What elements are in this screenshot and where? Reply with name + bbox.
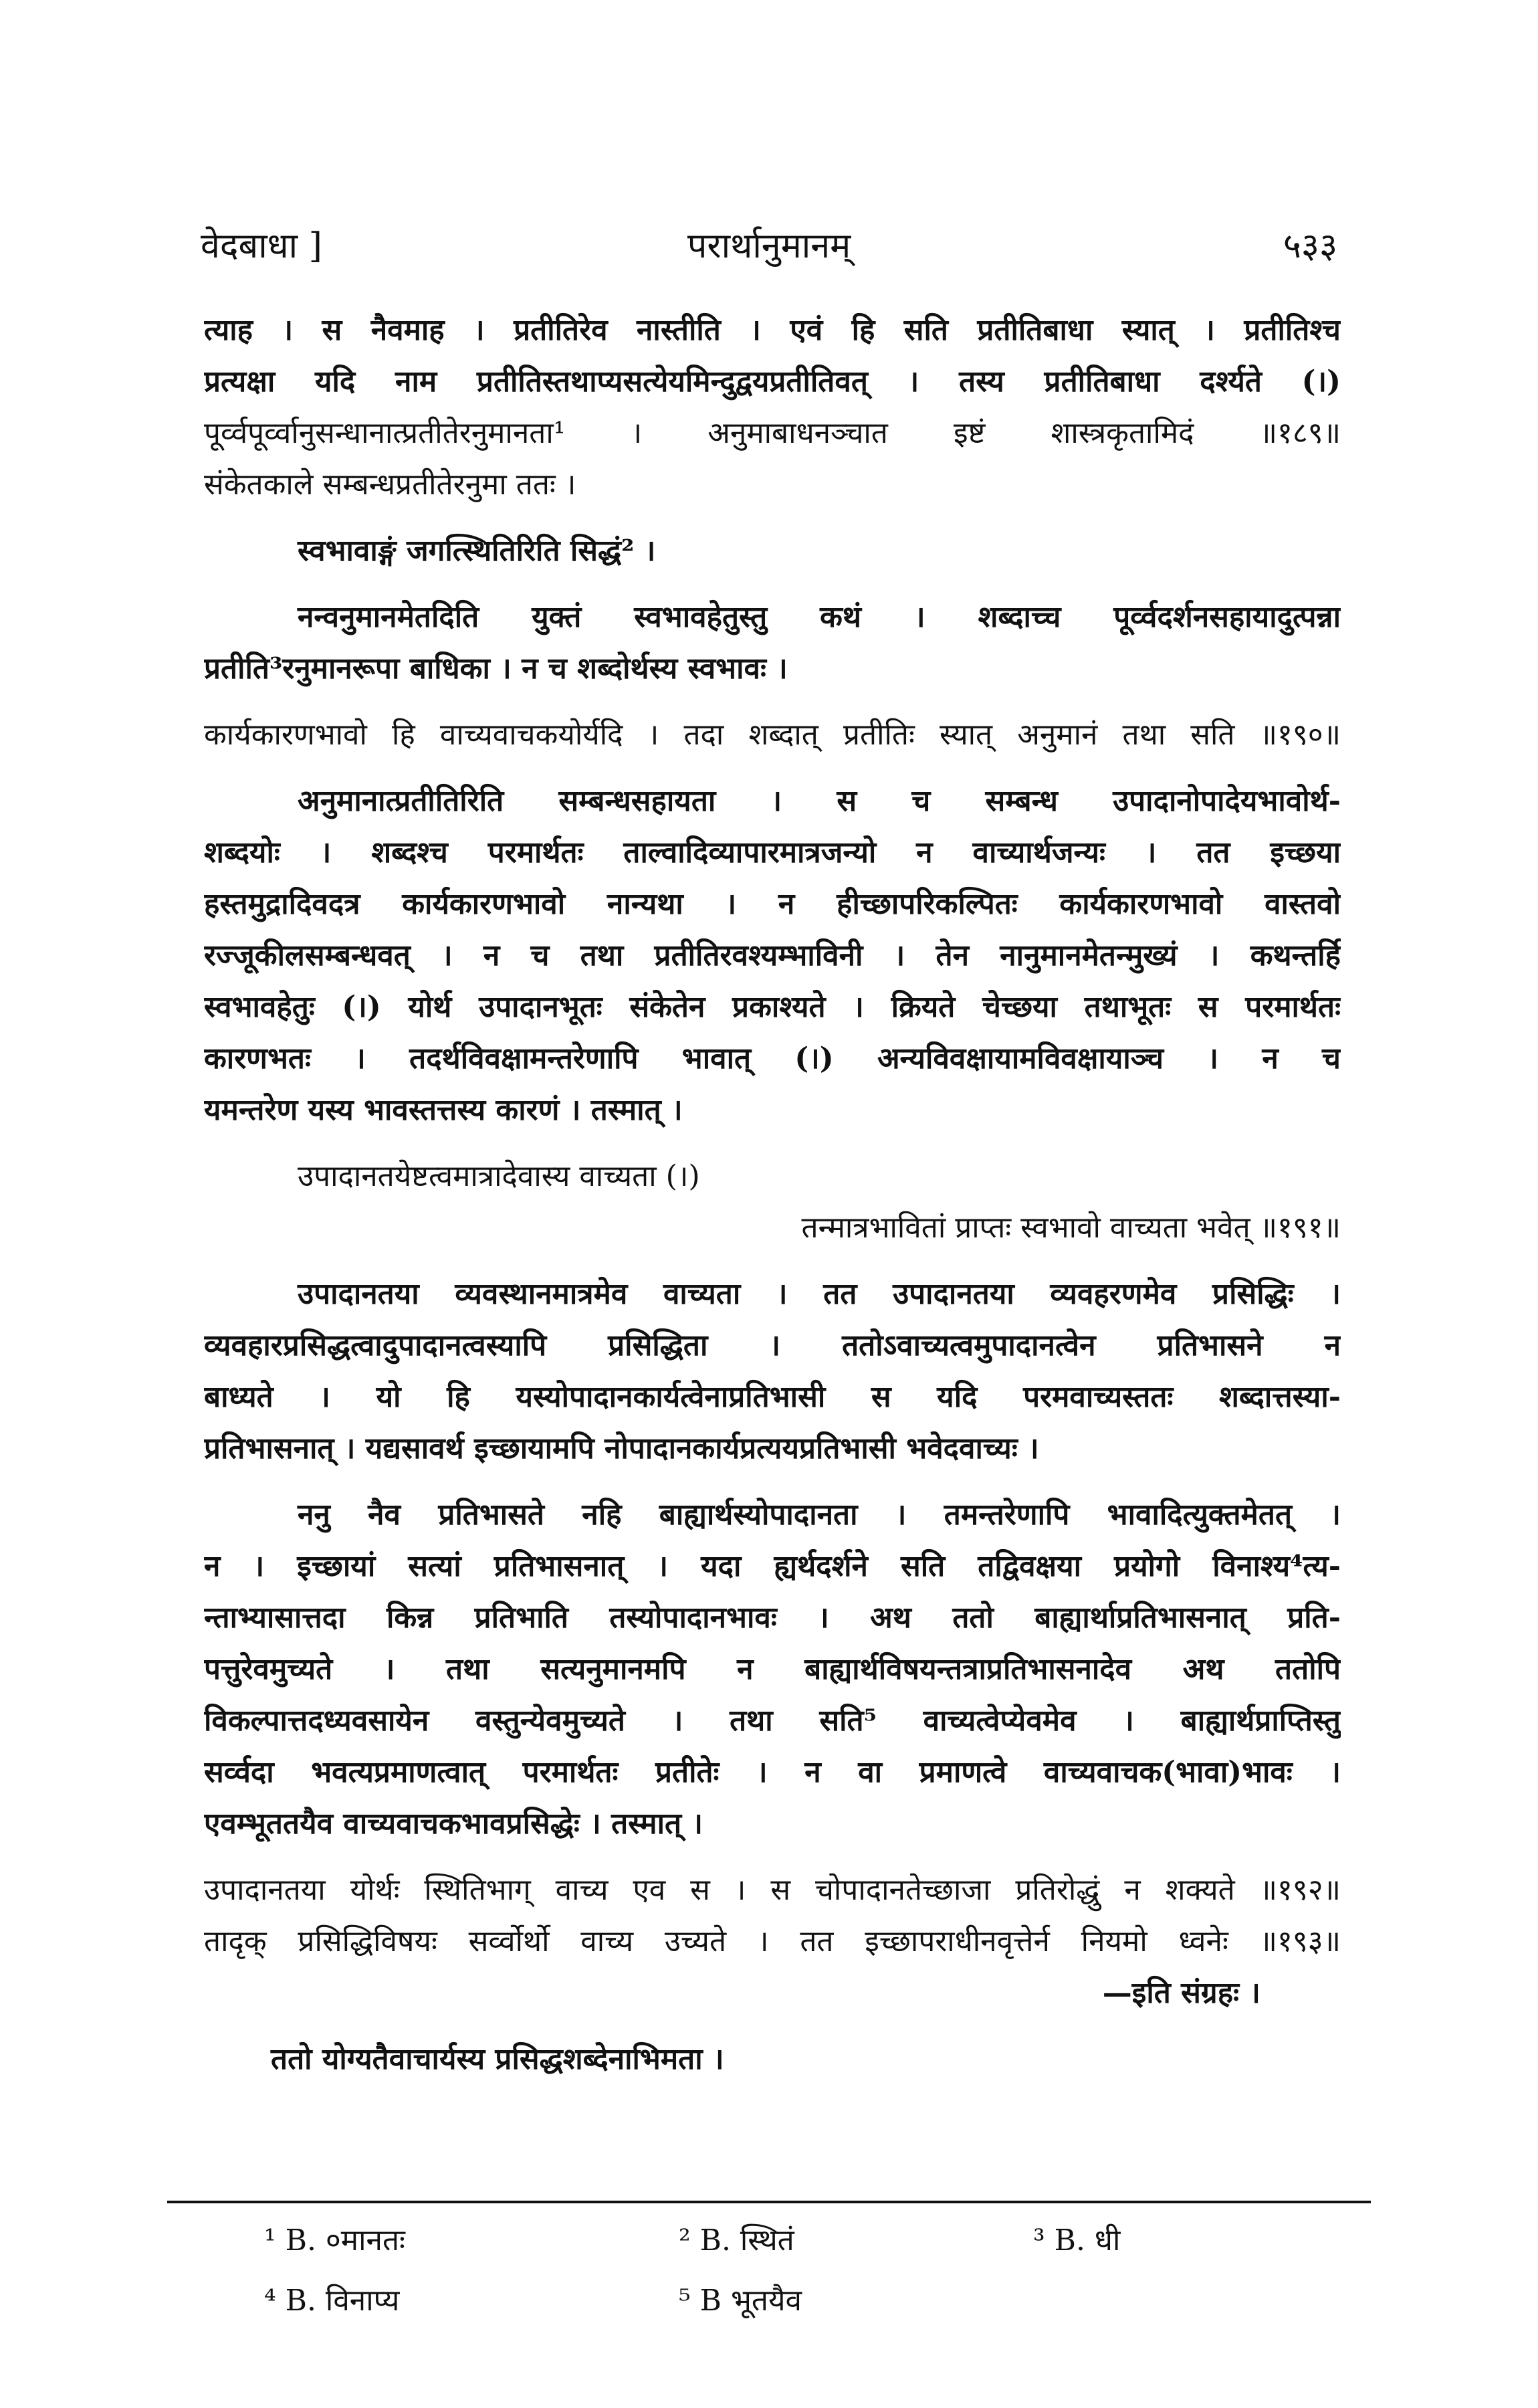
- text-line: उपादानतया व्यवस्थानमात्रमेव वाच्यता । तत उपादानतया व्यवहरणमेव प्रसिद्धिः ।: [298, 1277, 1341, 1311]
- text-line: शब्दयोः । शब्दश्च परमार्थतः ताल्वादिव्यापारमात्रजन्यो न वाच्यार्थजन्यः । तत इच्छया: [204, 835, 1341, 870]
- text-line: व्यवहारप्रसिद्धत्वादुपादानत्वस्यापि प्रसिद्धिता । ततोऽवाच्यत्वमुपादानत्वेन प्रतिभासने न: [204, 1328, 1341, 1363]
- text-line: एवम्भूततयैव वाच्यवाचकभावप्रसिद्धेः । तस्मात् ।: [204, 1807, 703, 1841]
- body-text: [204, 304, 1341, 2085]
- text-line: कारणभतः । तदर्थविवक्षामन्तरेणापि भावात् (।) अन्यविवक्षायामविवक्षायाञ्च । न च: [204, 1041, 1341, 1076]
- text-line: प्रतीति³रनुमानरूपा बाधिका । न च शब्दोर्थस्य स्वभावः ।: [204, 651, 788, 686]
- sangraha-line: —इति संग्रहः ।: [1102, 1976, 1260, 2010]
- text-line: स्वभावहेतुः (।) योर्थ उपादानभूतः संकेतेन प्रकाश्यते । क्रियते चेच्छया तथाभूतः स परमार्थतः: [204, 990, 1341, 1024]
- section-label: वेदबाधा ]: [201, 226, 322, 266]
- verse-line: तन्मात्रभावितां प्राप्तः स्वभावो वाच्यता भवेत् ॥१९१॥: [801, 1211, 1341, 1245]
- text-line: रज्जूकीलसम्बन्धवत् । न च तथा प्रतीतिरवश्यम्भाविनी । तेन नानुमानमेतन्मुख्यं । कथन्तर्हि: [204, 938, 1341, 973]
- text-line: ननु नैव प्रतिभासते नहि बाह्यार्थस्योपादानता । तमन्तरेणापि भावादित्युक्तमेतत् ।: [298, 1498, 1341, 1532]
- text-line: पत्तुरेवमुच्यते । तथा सत्यनुमानमपि न बाह्यार्थविषयन्तत्राप्रतिभासनादेव अथ ततोपि: [204, 1652, 1341, 1686]
- text-line: ततो योग्यतैवाचार्यस्य प्रसिद्धशब्देनाभिमता ।: [271, 2042, 724, 2076]
- footnote: ² B. स्थितं: [679, 2223, 794, 2258]
- text-line: नन्वनुमानमेतदिति युक्तं स्वभावहेतुस्तु कथं । शब्दाच्च पूर्व्वदर्शनसहायादुत्पन्ना: [298, 600, 1341, 634]
- verse-line: संकेतकाले सम्बन्धप्रतीतेरनुमा ततः ।: [204, 468, 576, 502]
- text-line: बाध्यते । यो हि यस्योपादानकार्यत्वेनाप्रतिभासी स यदि परमवाच्यस्ततः शब्दात्तस्या-: [204, 1380, 1341, 1414]
- footnote: ³ B. धी: [1033, 2223, 1121, 2258]
- text-line: प्रतिभासनात् । यद्यसावर्थ इच्छायामपि नोपादानकार्यप्रत्ययप्रतिभासी भवेदवाच्यः ।: [204, 1431, 1039, 1466]
- text-line: यमन्तरेण यस्य भावस्तत्तस्य कारणं । तस्मात् ।: [204, 1093, 683, 1127]
- text-line: न्ताभ्यासात्तदा किन्न प्रतिभाति तस्योपादानभावः । अथ ततो बाह्यार्थाप्रतिभासनात् प्रति-: [204, 1601, 1341, 1635]
- verse-line: पूर्व्वपूर्व्वानुसन्धानात्प्रतीतेरनुमानता¹ । अनुमाबाधनञ्चात इष्टं शास्त्रकृतामिदं ॥१८९॥: [204, 416, 1341, 450]
- text-line: सर्व्वदा भवत्यप्रमाणत्वात् परमार्थतः प्रतीतेः । न वा प्रमाणत्वे वाच्यवाचक(भावा)भावः ।: [204, 1755, 1341, 1789]
- footnote: ⁴ B. विनाप्य: [264, 2284, 400, 2318]
- footnote-divider: [167, 2201, 1371, 2203]
- footnote: ¹ B. ०मानतः: [264, 2223, 405, 2258]
- text-line: त्याह । स नैवमाह । प्रतीतिरेव नास्तीति । एवं हि सति प्रतीतिबाधा स्यात् । प्रतीतिश्च: [204, 313, 1341, 347]
- page-title: परार्थानुमानम्: [687, 226, 851, 266]
- text-line: स्वभावाङ्गं जगत्स्थितिरिति सिद्धं² ।: [298, 534, 656, 568]
- text-line: अनुमानात्प्रतीतिरिति सम्बन्धसहायता । स च सम्बन्ध उपादानोपादेयभावोर्थ-: [298, 784, 1341, 818]
- footnote: ⁵ B भूतयैव: [679, 2284, 802, 2318]
- text-line: हस्तमुद्रादिवदत्र कार्यकारणभावो नान्यथा । न हीच्छापरिकल्पितः कार्यकारणभावो वास्तवो: [204, 887, 1341, 921]
- running-header: [0, 221, 1538, 281]
- text-line: न । इच्छायां सत्यां प्रतिभासनात् । यदा ह्यर्थदर्शने सति तद्विवक्षया प्रयोगो विनाश्य⁴त्य-: [204, 1549, 1341, 1583]
- text-line: विकल्पात्तदध्यवसायेन वस्तुन्येवमुच्यते । तथा सति⁵ वाच्यत्वेप्येवमेव । बाह्यार्थप्राप्तिस्तु: [204, 1704, 1341, 1738]
- verse-line: उपादानतयेष्टत्वमात्रादेवास्य वाच्यता (।): [298, 1159, 700, 1193]
- verse-line: उपादानतया योर्थः स्थितिभाग् वाच्य एव स । स चोपादानतेच्छाजा प्रतिरोद्धुं न शक्यते ॥१९२॥: [204, 1873, 1341, 1907]
- verse-line: तादृक् प्रसिद्धिविषयः सर्व्वोर्थो वाच्य उच्यते । तत इच्छापराधीनवृत्तेर्न नियमो ध्वनेः ॥१९३॥: [204, 1924, 1341, 1959]
- page-number: ५३३: [1283, 226, 1337, 266]
- footnotes: [264, 2211, 1334, 2331]
- verse-line: कार्यकारणभावो हि वाच्यवाचकयोर्यदि । तदा शब्दात् प्रतीतिः स्यात् अनुमानं तथा सति ॥१९०॥: [204, 718, 1341, 752]
- text-line: प्रत्यक्षा यदि नाम प्रतीतिस्तथाप्यसत्येयमिन्दुद्वयप्रतीतिवत् । तस्य प्रतीतिबाधा दर्श्यते (।): [204, 365, 1341, 399]
